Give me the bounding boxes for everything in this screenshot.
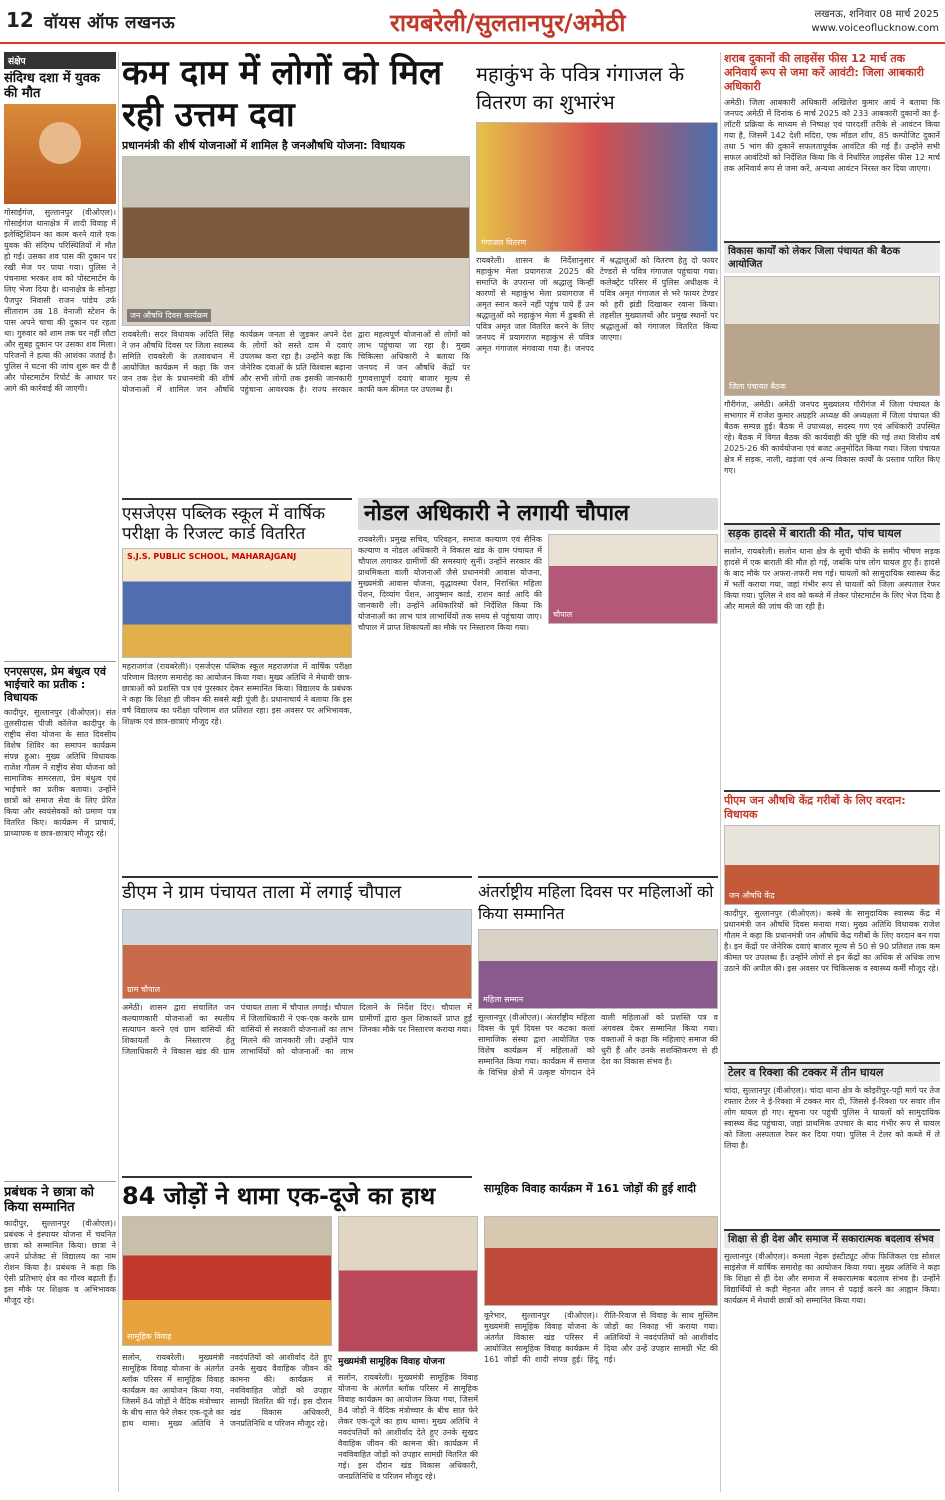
kumbh-photo-caption: गंगाजल वितरण <box>481 238 527 247</box>
accident-headline: सड़क हादसे में बाराती की मौत, पांच घायल <box>724 523 940 543</box>
portrait-icon <box>39 122 81 164</box>
meeting-photo-caption: जिला पंचायत बैठक <box>729 382 786 391</box>
dm-story <box>122 876 472 1166</box>
wedding-photo <box>122 1216 332 1346</box>
website-text: www.voiceoflucknow.com <box>811 23 939 34</box>
lead-photo-caption: जन औषधि दिवस कार्यक्रम <box>127 309 211 322</box>
school-photo-caption: S.J.S. PUBLIC SCHOOL, MAHARAJGANJ <box>127 552 297 561</box>
nodal-body: रायबरेली। प्रमुख सचिव, परिवहन, समाज कल्याण एवं सैनिक कल्याण व नोडल अधिकारी ने विकास खंड के ग्राम पंचायत में चौपाल लगाकर ग्रामीणों की समस्याएं सुनीं। उन्होंने सरकार की प्राथमिकता वाली योजनाओं जैसे प्रधानमंत्री आवास योजना, मुख्यमंत्री आवास योजना, वृद्धावस्था पेंशन, निराश्रित महिला पेंशन, दिव्यांग पेंशन, आयुष्मान कार्ड, राशन कार्ड आदि की जानकारी ली। उन्होंने अधिकारियों को निर्देशित किया कि योजनाओं का लाभ पात्र लाभार्थियों तक समय से पहुंचाया जाए। चौपाल में प्राप्त शिकायतों का मौके पर निस्तारण किया गया। <box>358 535 542 632</box>
education-body: सुल्तानपुर (वीओएल)। कमला नेहरू इंस्टीट्यूट ऑफ फिजिकल एंड सोशल साइंसेज में वार्षिक समारोह का आयोजन किया गया। मुख्य अतिथि ने कहा कि शिक्षा से ही देश और समाज में सकारात्मक बदलाव संभव है। उन्होंने विद्यार्थियों से कड़ी मेहनत और लगन से पढ़ाई करने का आह्वान किया। कार्यक्रम में मेधावी छात्रों को सम्मानित किया गया। <box>724 1252 940 1305</box>
wedding-body: सलोन, रायबरेली। मुख्यमंत्री सामूहिक विवाह योजना के अंतर्गत ब्लॉक परिसर में सामूहिक विवाह कार्यक्रम का आयोजन किया गया, जिसमें 84 जोड़ों ने वैदिक मंत्रोच्चार के बीच सात फेरे लेकर एक-दूजे का हाथ थामा। मुख्य अतिथि ने नवदंपतियों को आशीर्वाद देते हुए उनके सुखद वैवाहिक जीवन की कामना की। कार्यक्रम में नवविवाहित जोड़ों को उपहार सामग्री वितरित की गई। इस दौरान खंड विकास अधिकारी, जनप्रतिनिधि व परिजन मौजूद रहे। <box>122 1353 332 1428</box>
story3-title: प्रबंधक ने छात्रा को किया सम्मानित <box>4 1181 116 1215</box>
masthead <box>0 0 945 44</box>
wedding-body-2: सलोन, रायबरेली। मुख्यमंत्री सामूहिक विवाह योजना के अंतर्गत ब्लॉक परिसर में सामूहिक विवाह कार्यक्रम का आयोजन किया गया, जिसमें 84 जोड़ों ने वैदिक मंत्रोच्चार के बीच सात फेरे लेकर एक-दूजे का हाथ थामा। मुख्य अतिथि ने नवदंपतियों को आशीर्वाद देते हुए उनके सुखद वैवाहिक जीवन की कामना की। कार्यक्रम में नवविवाहित जोड़ों को उपहार सामग्री वितरित की गई। इस दौरान खंड विकास अधिकारी, जनप्रतिनिधि व परिजन मौजूद रहे। <box>338 1373 478 1481</box>
lead-headline: कम दाम में लोगों को मिल रही उत्तम दवा <box>122 53 443 135</box>
dm-headline: डीएम ने ग्राम पंचायत ताला में लगाई चौपाल <box>122 876 472 905</box>
story3-body: कादीपुर, सुल्तानपुर (वीओएल)। प्रबंधक ने इंस्पायर योजना में चयनित छात्रा को सम्मानित किया। छात्रा ने अपने प्रोजेक्ट से विद्यालय का नाम रोशन किया है। प्रबंधक ने कहा कि ऐसी प्रतिभाएं क्षेत्र का गौरव बढ़ाती हैं। इस मौके पर शिक्षक व अभिभावक मौजूद रहे। <box>4 1219 116 1305</box>
wedding-photo-2 <box>338 1216 478 1352</box>
trailer-body: चांदा, सुल्तानपुर (वीओएल)। चांदा थाना क्षेत्र के कोइरीपुर-पट्टी मार्ग पर तेज रफ्तार टेलर ने ई-रिक्शा में टक्कर मार दी, जिससे ई-रिक्शा पर सवार तीन लोग घायल हो गए। सूचना पर पहुंची पुलिस ने घायलों को सामुदायिक स्वास्थ्य केंद्र पहुंचाया, जहां प्राथमिक उपचार के बाद गंभीर रूप से घायल को जिला अस्पताल रेफर कर दिया गया। पुलिस ने टेलर को कब्जे में ले लिया है। <box>724 1086 940 1150</box>
kumbh-body: रायबरेली। शासन के निर्देशानुसार महाकुंभ मेला प्रयागराज 2025 की समाप्ति के उपरान्त जो श्रद्धालु किन्हीं कारणों से महाकुंभ मेला प्रयागराज में अमृत स्नान करने नहीं पहुंच पाये हैं उन श्रद्धालुओं को महाकुंभ मेला में डुबकी से पवित्र अमृत जल वितरित करने के लिए जनपद में प्रयागराज महाकुंभ से पवित्र अमृत गंगाजल मंगवाया गया है। जनपद में श्रद्धालुओं को वितरण हेतु दो फायर टेण्डरों से पवित्र गंगाजल पहुंचाया गया। कलेक्ट्रेट परिसर में पुलिस अधीक्षक ने पवित्र अमृत गंगाजल से भरे फायर टेण्डर को हरी झंडी दिखाकर रवाना किया। तहसील मुख्यालयों और प्रमुख स्थानों पर श्रद्धालुओं को गंगाजल वितरित किया जाएगा। <box>476 256 718 353</box>
meeting-headline: विकास कार्यों को लेकर जिला पंचायत की बैठक आयोजित <box>724 241 940 273</box>
women-headline: अंतर्राष्ट्रीय महिला दिवस पर महिलाओं को किया सम्मानित <box>478 876 718 925</box>
dm-body: अमेठी। शासन द्वारा संचालित जन कल्याणकारी योजनाओं का स्थलीय सत्यापन करने एवं ग्राम वासियों की शिकायतों के निस्तारण हेतु जिलाधिकारी ने विकास खंड की ग्राम पंचायत ताला में चौपाल लगाई। चौपाल में जिलाधिकारी ने एक-एक करके ग्राम वासियों से सरकारी योजनाओं का लाभ मिलने की जानकारी ली। उन्होंने पात्र लाभार्थियों को योजनाओं का लाभ दिलाने के निर्देश दिए। चौपाल में ग्रामीणों द्वारा कुल शिकायतें प्राप्त हुईं जिनका मौके पर निस्तारण कराया गया। <box>122 1003 472 1056</box>
lead-photo <box>122 156 470 326</box>
wedding2-headline: सामूहिक विवाह कार्यक्रम में 161 जोड़ों की हुई शादी <box>484 1182 696 1195</box>
women-story <box>478 876 718 1166</box>
story1-body: गोसाईगंज, सुल्तानपुर (वीओएल)। गोसाईगंज थानाक्षेत्र में शादी विवाह में इलेक्ट्रिशियन का काम करने वाले एक युवक की संदिग्ध परिस्थितियों में मौत हो गई। उसका शव पास की दुकान पर रखी मेज पर पाया गया। पुलिस ने पंचनामा भरकर शव को पोस्टमार्टम के लिए भेजा दिया है। थानाक्षेत्र के सोनहा पैजपुर निवासी राजन पांडेय उर्फ सीताराम उम्र 18 वेनाजी स्टेशन के पास अपने चाचा की दुकान पर रहता था। गुरुवार को शाम तक घर नहीं लौटा और सुबह दुकान पर उसका शव मिला। परिजनों ने हत्या की आशंका जताई है। पुलिस ने घटना की जांच शुरू कर दी है और पोस्टमार्टम रिपोर्ट के आधार पर आगे की कार्रवाई की जाएगी। <box>4 208 116 393</box>
school-photo <box>122 548 352 658</box>
wedding2-photo <box>484 1216 718 1306</box>
wedding-headline: 84 जोड़ों ने थामा एक-दूजे का हाथ <box>122 1176 472 1211</box>
date-text: लखनऊ, शनिवार 08 मार्च 2025 <box>814 9 939 20</box>
education-headline: शिक्षा से ही देश और समाज में सकारात्मक बदलाव संभव <box>724 1229 940 1248</box>
pharmacy-photo <box>724 825 940 905</box>
kumbh-photo <box>476 122 718 252</box>
women-body: सुल्तानपुर (वीओएल)। अंतर्राष्ट्रीय महिला दिवस के पूर्व दिवस पर कटका कलां सामाजिक संस्था द्वारा आयोजित एक विशेष कार्यक्रम में महिलाओं को सम्मानित किया गया। कार्यक्रम में समाज के विभिन्न क्षेत्रों में उत्कृष्ट योगदान देने वाली महिलाओं को प्रशस्ति पत्र व अंगवस्त्र देकर सम्मानित किया गया। वक्ताओं ने कहा कि महिलाएं समाज की धुरी हैं और उनके सशक्तिकरण से ही देश का विकास संभव है। <box>478 1013 718 1077</box>
dm-photo <box>122 909 472 999</box>
wedding2-body: कूरेभार, सुल्तानपुर (वीओएल)। मुख्यमंत्री सामूहिक विवाह योजना के अंतर्गत विकास खंड परिसर में आयोजित सामूहिक विवाह कार्यक्रम में 161 जोड़ों की शादी संपन्न हुई। हिंदू रीति-रिवाज से विवाह के साथ मुस्लिम जोड़ों का निकाह भी कराया गया। अतिथियों ने नवदंपतियों को आशीर्वाद दिया और उन्हें उपहार सामग्री भेंट की गई। <box>484 1311 718 1364</box>
trailer-headline: टेलर व रिक्शा की टक्कर में तीन घायल <box>724 1062 940 1082</box>
kumbh-headline: महाकुंभ के पवित्र गंगाजल के वितरण का शुभारंभ <box>476 62 685 114</box>
lead-subhead: प्रधानमंत्री की शीर्ष योजनाओं में शामिल है जनऔषधि योजना: विधायक <box>122 139 405 152</box>
page-number: 12 <box>6 8 34 32</box>
nodal-photo <box>548 534 718 624</box>
school-body: महराजगंज (रायबरेली)। एसजेएस पब्लिक स्कूल महराजगंज में वार्षिक परीक्षा परिणाम वितरण समारोह का आयोजन किया गया। मुख्य अतिथि ने मेधावी छात्र-छात्राओं को प्रशस्ति पत्र एवं पुरस्कार देकर सम्मानित किया। विद्यालय के प्रबंधक ने कहा कि शिक्षा ही जीवन की सबसे बड़ी पूंजी है। प्रधानाचार्य ने बताया कि इस वर्ष विद्यालय का परीक्षा परिणाम शत प्रतिशत रहा। इस अवसर पर अभिभावक, शिक्षक एवं छात्र-छात्राएं मौजूद रहे। <box>122 662 352 726</box>
wedding-photo-caption: सामूहिक विवाह <box>127 1332 172 1341</box>
story1-photo <box>4 104 116 204</box>
lead-body: रायबरेली। सदर विधायक अदिति सिंह ने जन औषधि दिवस पर जिला स्वास्थ्य समिति रायबरेली के तत्वावधान में आयोजित कार्यक्रम में कहा कि जन जन तक देश के प्रधानमंत्री की शीर्ष योजनाओं में शामिल जन औषधि कार्यक्रम जनता से जुड़कर अपने देश के लोगों को सस्ते दाम में दवाएं उपलब्ध करा रहा है। उन्होंने कहा कि जेनेरिक दवाओं के प्रति विश्वास बढ़ाना और सभी लोगों तक इसकी जानकारी पहुंचाना आवश्यक है। राज्य सरकार द्वारा महत्वपूर्ण योजनाओं से लोगों को लाभ पहुंचाया जा रहा है। मुख्य चिकित्सा अधिकारी ने बताया कि जनपद में जन औषधि केंद्रों पर गुणवत्तापूर्ण दवाएं बाजार मूल्य से काफी कम कीमत पर उपलब्ध हैं। <box>122 330 470 394</box>
wedding-story <box>122 1176 718 1492</box>
pharmacy-body: कादीपुर, सुल्तानपुर (वीओएल)। कस्बे के सामुदायिक स्वास्थ्य केंद्र में प्रधानमंत्री जन औषधि दिवस मनाया गया। मुख्य अतिथि विधायक राजेश गौतम ने कहा कि प्रधानमंत्री जन औषधि केंद्र गरीबों के लिए वरदान बन गया है। इन केंद्रों पर जेनेरिक दवाएं बाजार मूल्य से 50 से 90 प्रतिशत तक कम कीमत पर उपलब्ध हैं। उन्होंने लोगों से इन केंद्रों का अधिक से अधिक लाभ उठाने की अपील की। इस अवसर पर चिकित्सक व स्वास्थ्य कर्मी मौजूद रहे। <box>724 909 940 973</box>
wedding-subheadline: मुख्यमंत्री सामूहिक विवाह योजना <box>338 1357 445 1367</box>
nodal-story <box>358 498 718 868</box>
excise-headline: शराब दुकानों की लाइसेंस फीस 12 मार्च तक अनिवार्य रूप से जमा करें आवंटी: जिला आबकारी अधिकारी <box>724 52 924 93</box>
story1-title: संदिग्ध दशा में युवक की मौत <box>4 71 100 101</box>
school-story <box>122 498 352 848</box>
dm-photo-caption: ग्राम चौपाल <box>127 985 161 994</box>
right-column <box>724 52 940 1492</box>
pharmacy-photo-caption: जन औषधि केंद्र <box>729 891 775 900</box>
excise-body: अमेठी। जिला आबकारी अधिकारी अखिलेश कुमार आर्य ने बताया कि जनपद अमेठी में दिनांक 6 मार्च 2025 को 233 आबकारी दुकानों का ई-लॉटरी प्रक्रिया के माध्यम से निष्पक्ष एवं पारदर्शी तरीके से आवंटन किया गया है, जिसमें 142 देशी मदिरा, एक मॉडल शॉप, 85 कम्पोजिट दुकानें तथा 5 भांग की दुकानें सफलतापूर्वक आवंटित की गई हैं। उन्होंने सभी सफल आवंटियों को निर्देशित किया कि वे निर्धारित लाइसेंस फीस 12 मार्च तक अनिवार्य रूप से जमा करें, अन्यथा आवंटन निरस्त कर दिया जाएगा। <box>724 98 940 173</box>
school-headline: एसजेएस पब्लिक स्कूल में वार्षिक परीक्षा के रिजल्ट कार्ड वितरित <box>122 498 352 544</box>
meeting-body: गौरीगंज, अमेठी। अमेठी जनपद मुख्यालय गौरीगंज में जिला पंचायत के सभागार में राजेश कुमार अग्रहरि अध्यक्ष की अध्यक्षता में जिला पंचायत की बैठक सम्पन्न हुई। बैठक में उपाध्यक्ष, सदस्य गण एवं अधिकारी उपस्थित रहे। बैठक में विगत बैठक की कार्यवाही की पुष्टि की गई तथा वित्तीय वर्ष 2025-26 की कार्ययोजना एवं बजट अनुमोदित किया गया। जिला पंचायत क्षेत्र में सड़क, नाली, खड़ंजा एवं अन्य विकास कार्यों के प्रस्ताव पारित किए गए। <box>724 400 940 475</box>
story2-title: एनएसएस, प्रेम बंधुत्व एवं भाईचारे का प्रतीक : विधायक <box>4 661 116 704</box>
accident-body: सलोन, रायबरेली। सलोन थाना क्षेत्र के सूची चौकी के समीप भीषण सड़क हादसे में एक बाराती की मौत हो गई, जबकि पांच लोग घायल हुए हैं। हादसे के बाद मौके पर अफरा-तफरी मच गई। घायलों को सामुदायिक स्वास्थ्य केंद्र में भर्ती कराया गया, जहां गंभीर रूप से घायलों को जिला अस्पताल रेफर किया गया। पुलिस ने शव को कब्जे में लेकर पोस्टमार्टम के लिए भेज दिया है और मामले की जांच की जा रही है। <box>724 547 940 611</box>
section-title: रायबरेली/सुलतानपुर/अमेठी <box>390 9 626 37</box>
lead-story <box>122 52 470 492</box>
left-column <box>4 52 116 1492</box>
pharmacy-headline: पीएम जन औषधि केंद्र गरीबों के लिए वरदान: विधायक <box>724 790 940 822</box>
paper-name: वॉयस ऑफ लखनऊ <box>44 13 176 33</box>
dateline <box>811 8 939 36</box>
nodal-headline: नोडल अधिकारी ने लगायी चौपाल <box>358 498 718 530</box>
meeting-photo <box>724 276 940 396</box>
kumbh-story <box>476 60 718 490</box>
story2-body: कादीपुर, सुल्तानपुर (वीओएल)। संत तुलसीदास पीजी कॉलेज कादीपुर के राष्ट्रीय सेवा योजना के सात दिवसीय विशेष शिविर का समापन कार्यक्रम संपन्न हुआ। मुख्य अतिथि विधायक राजेश गौतम ने राष्ट्रीय सेवा योजना को सामाजिक समरसता, प्रेम बंधुत्व एवं भाईचारे का प्रतीक बताया। उन्होंने छात्रों को समाज सेवा के लिए प्रेरित किया और स्वयंसेवकों को प्रमाण पत्र वितरित किए। कार्यक्रम में प्राचार्य, प्राध्यापक व छात्र-छात्राएं मौजूद रहे। <box>4 708 116 838</box>
nodal-photo-caption: चौपाल <box>553 610 573 619</box>
brief-label: संक्षेप <box>4 52 116 69</box>
women-photo <box>478 929 718 1009</box>
women-photo-caption: महिला सम्मान <box>483 995 524 1004</box>
